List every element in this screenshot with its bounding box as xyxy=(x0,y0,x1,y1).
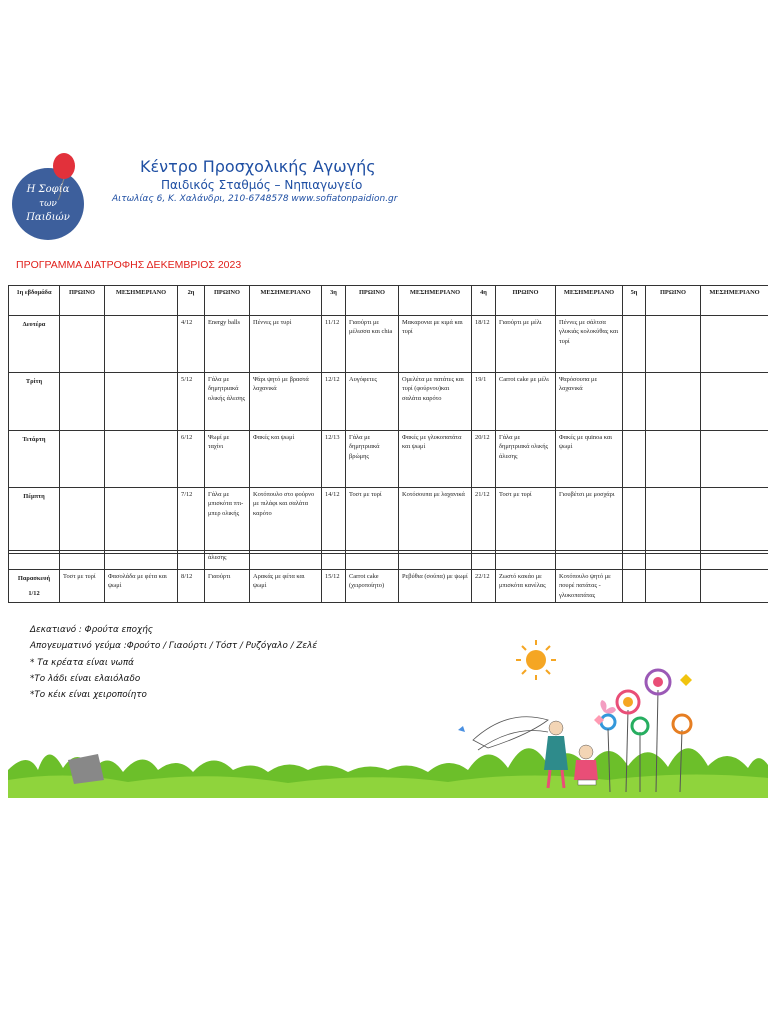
table-row xyxy=(9,373,768,431)
table-cell: 15/12 xyxy=(322,570,346,603)
table-row xyxy=(9,316,768,373)
table-cell: Γάλα με δημητριακά ολικής άλεσης xyxy=(496,431,556,488)
table-cell: Κοτόσουπα με λαχανικά xyxy=(399,488,472,554)
table-cell: 6/12 xyxy=(178,431,205,488)
logo-text-3: Παιδιών xyxy=(26,212,70,223)
table-header-cell: 3η xyxy=(322,286,346,316)
table-cell xyxy=(623,551,646,570)
table-header-cell: ΠΡΩΙΝΟ xyxy=(646,286,701,316)
table-cell xyxy=(646,316,701,373)
day-label xyxy=(9,570,60,603)
table-cell xyxy=(399,551,472,570)
note-line: Απογευματινό γεύμα :Φρούτο / Γιαούρτι / Τόστ / Ρυζόγαλο / Ζελέ xyxy=(30,641,318,652)
table-cell xyxy=(105,551,178,570)
table-row xyxy=(9,570,768,603)
table-cell: 22/12 xyxy=(472,570,496,603)
table-cell: Energy balls xyxy=(205,316,250,373)
boy-reading-illustration xyxy=(574,745,598,785)
center-subtitle: Παιδικός Σταθμός – Νηπιαγωγείο xyxy=(161,178,363,192)
table-cell xyxy=(701,551,768,570)
table-cell: Ομελέτα με πατάτες και τυρί (φούρνου)και σαλάτα καρότο xyxy=(399,373,472,431)
table-cell xyxy=(496,551,556,570)
table-cell: 7/12 xyxy=(178,488,205,554)
table-cell xyxy=(60,316,105,373)
table-cell: 18/12 xyxy=(472,316,496,373)
table-cell xyxy=(105,488,178,554)
note-line: *Το λάδι είναι ελαιόλαδο xyxy=(30,673,141,684)
table-cell: Γάλα με δημητριακά βρώμης xyxy=(346,431,399,488)
note-line: * Τα κρέατα είναι νωπά xyxy=(30,657,134,668)
logo xyxy=(12,152,92,242)
table-cell xyxy=(472,551,496,570)
table-cell: Τοστ με τυρί xyxy=(346,488,399,554)
table-cell xyxy=(105,373,178,431)
document-title: ΠΡΟΓΡΑΜΜΑ ΔΙΑΤΡΟΦΗΣ ΔΕΚΕΜΒΡΙΟΣ 2023 xyxy=(16,259,242,271)
note-line: *Το κέικ είναι χειροποίητο xyxy=(30,690,147,701)
table-cell: 21/12 xyxy=(472,488,496,554)
table-cell: 5/12 xyxy=(178,373,205,431)
table-cell: 20/12 xyxy=(472,431,496,488)
day-label: Πέμπτη xyxy=(9,488,60,554)
table-cell: Ψάρι ψητό με βραστά λαχανικά xyxy=(250,373,322,431)
table-cell xyxy=(9,551,60,570)
table-header-cell: ΠΡΩΙΝΟ xyxy=(346,286,399,316)
table-cell xyxy=(60,551,105,570)
table-header-cell: 2η xyxy=(178,286,205,316)
table-cell: Πέννες με σάλτσα γλυκιάς κολοκύθας και τυρί xyxy=(556,316,623,373)
table-row xyxy=(9,551,768,570)
table-row xyxy=(9,488,768,554)
table-cell xyxy=(646,488,701,554)
table-header-cell: ΜΕΣΗΜΕΡΙΑΝΟ xyxy=(701,286,768,316)
table-cell: Φασολάδα με φέτα και ψωμί xyxy=(105,570,178,603)
table-cell: Κοτόπουλο στο φούρνο με πιλάφι και σαλάτα καρότο xyxy=(250,488,322,554)
logo-text-2: των xyxy=(39,199,57,209)
table-header-cell: 4η xyxy=(472,286,496,316)
table-cell: Γιαούρτι με μέλισσα και chia xyxy=(346,316,399,373)
table-cell xyxy=(646,373,701,431)
grass-illustration xyxy=(8,748,768,798)
table-cell: 4/12 xyxy=(178,316,205,373)
table-cell: Γάλα με δημητριακά ολικής άλεσης xyxy=(205,373,250,431)
table-cell: 12/13 xyxy=(322,431,346,488)
table-cell xyxy=(60,431,105,488)
table-cell: Γιαούρτι με μέλι xyxy=(496,316,556,373)
table-cell xyxy=(556,551,623,570)
day-name: Παρασκευή xyxy=(17,575,51,582)
day-date: 1/12 xyxy=(28,590,40,598)
table-cell xyxy=(623,431,646,488)
table-cell: Κοτόπουλο ψητό με πουρέ πατάτας - γλυκοπατάτας xyxy=(556,570,623,603)
table-cell xyxy=(701,316,768,373)
table-cell xyxy=(178,551,205,570)
table-cell: Ψαρόσουπα με λαχανικά xyxy=(556,373,623,431)
table-header-cell: ΜΕΣΗΜΕΡΙΑΝΟ xyxy=(250,286,322,316)
table-cell xyxy=(623,570,646,603)
table-cell xyxy=(701,570,768,603)
table-cell xyxy=(250,551,322,570)
table-cell: 19/1 xyxy=(472,373,496,431)
table-cell: Πέννες με τυρί xyxy=(250,316,322,373)
table-cell: άλεσης xyxy=(205,551,250,570)
table-row xyxy=(9,431,768,488)
table-cell xyxy=(623,373,646,431)
table-header-cell: 1η εβδομάδα xyxy=(9,286,60,316)
table-header-cell: ΠΡΩΙΝΟ xyxy=(496,286,556,316)
table-header-cell: ΜΕΣΗΜΕΡΙΑΝΟ xyxy=(105,286,178,316)
table-cell: Ψωμί με ταχίνι xyxy=(205,431,250,488)
table-cell: 8/12 xyxy=(178,570,205,603)
table-header-row xyxy=(9,286,768,316)
table-cell: Ζωστό κακάο με μπισκότα κανέλας xyxy=(496,570,556,603)
table-cell xyxy=(646,431,701,488)
table-header-cell: ΜΕΣΗΜΕΡΙΑΝΟ xyxy=(556,286,623,316)
table-cell xyxy=(322,551,346,570)
table-cell: Αυγόφετες xyxy=(346,373,399,431)
table-cell: Φακές με γλυκοπατάτα και ψωμί xyxy=(399,431,472,488)
table-cell xyxy=(105,316,178,373)
table-cell xyxy=(701,373,768,431)
table-cell: Τοστ με τυρί xyxy=(60,570,105,603)
table-header-cell: 5η xyxy=(623,286,646,316)
table-header-cell: ΠΡΩΙΝΟ xyxy=(60,286,105,316)
butterfly-icon xyxy=(600,700,616,714)
table-cell xyxy=(701,488,768,554)
center-title: Κέντρο Προσχολικής Αγωγής xyxy=(140,157,376,176)
center-address: Αιτωλίας 6, Κ. Χαλάνδρι, 210-6748578 www.sofiatonpaidion.gr xyxy=(112,194,398,204)
table-cell xyxy=(346,551,399,570)
table-cell xyxy=(60,488,105,554)
table-cell xyxy=(623,488,646,554)
table-cell: Γιουβέτσι με μοσχάρι xyxy=(556,488,623,554)
logo-text-1: Η Σοφία xyxy=(26,184,70,195)
table-cell: 14/12 xyxy=(322,488,346,554)
table-cell: Γάλα με μπισκότα πτι-μπερ ολικής xyxy=(205,488,250,554)
table-cell xyxy=(105,431,178,488)
table-cell xyxy=(701,431,768,488)
table-cell: Carrot cake (χειροποίητο) xyxy=(346,570,399,603)
table-cell: Φακές και ψωμί xyxy=(250,431,322,488)
table-cell: Αρακάς με φέτα και ψωμί xyxy=(250,570,322,603)
notes xyxy=(30,622,317,703)
day-label: Δευτέρα xyxy=(9,316,60,373)
table-cell xyxy=(623,316,646,373)
table-header-cell: ΠΡΩΙΝΟ xyxy=(205,286,250,316)
day-label: Τρίτη xyxy=(9,373,60,431)
table-cell: Μακαρονια με κιμά και τυρί xyxy=(399,316,472,373)
table-cell: Φακές με quinoa και ψωμί xyxy=(556,431,623,488)
blue-butterfly-icon xyxy=(458,726,465,732)
table-cell: Carrot cake με μέλι xyxy=(496,373,556,431)
table-cell: 11/12 xyxy=(322,316,346,373)
table-cell: Ρεβύθια (σούπα) με ψωμί xyxy=(399,570,472,603)
table-cell xyxy=(646,570,701,603)
table-header-cell: ΜΕΣΗΜΕΡΙΑΝΟ xyxy=(399,286,472,316)
meal-schedule-table xyxy=(8,285,768,554)
table-cell: Γιαούρτι xyxy=(205,570,250,603)
table-cell xyxy=(60,373,105,431)
meal-schedule-table-continued xyxy=(8,550,768,603)
table-cell: Τοστ με τυρί xyxy=(496,488,556,554)
table-cell xyxy=(646,551,701,570)
note-line: Δεκατιανό : Φρούτα εποχής xyxy=(30,625,153,635)
day-label: Τετάρτη xyxy=(9,431,60,488)
table-cell: 12/12 xyxy=(322,373,346,431)
sun-icon xyxy=(516,640,556,680)
